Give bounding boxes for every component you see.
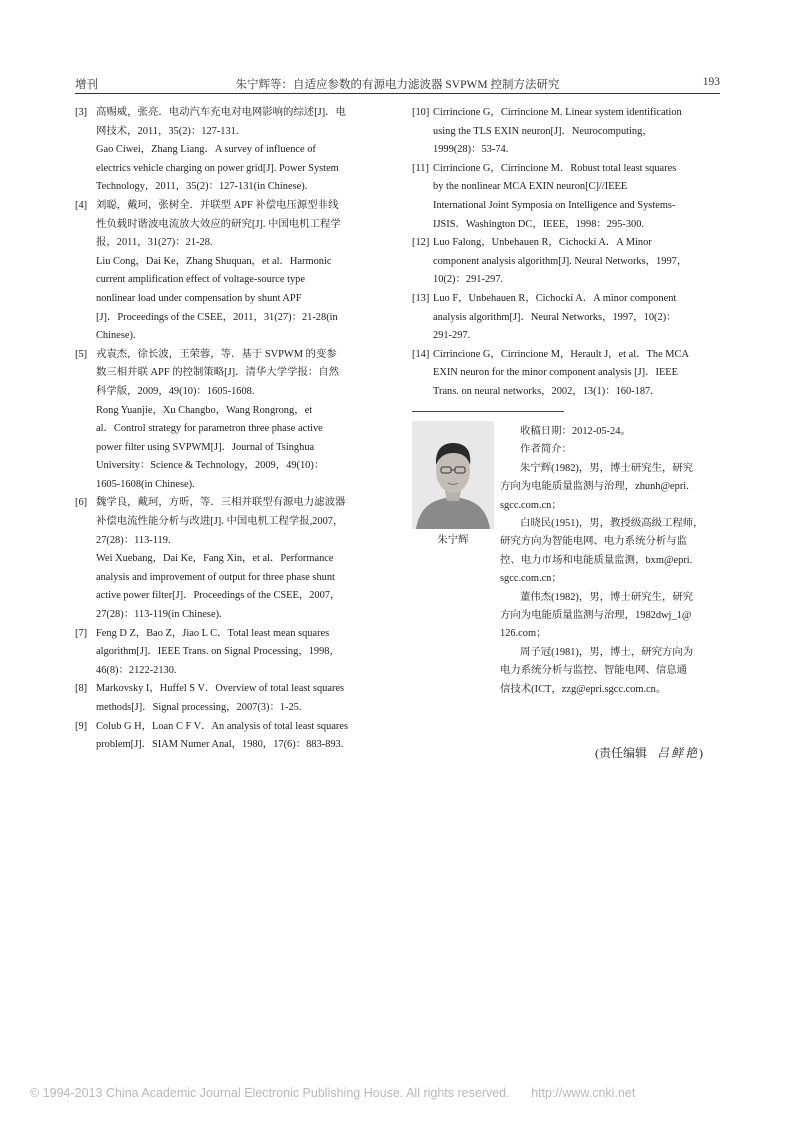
editor-signature: 吕鲜艳 — [657, 746, 700, 760]
editor-label: (责任编辑 — [595, 746, 647, 760]
author1-line3: sgcc.com.cn； — [500, 499, 562, 511]
reference-line: 补偿电流性能分析与改进[J]. 中国电机工程学报,2007， — [96, 516, 344, 528]
photo-caption: 朱宁辉 — [437, 535, 469, 546]
reference-number: [10] — [412, 107, 430, 118]
copyright-footer — [30, 1086, 770, 1100]
author2-line2: 研究方向为智能电网、电力系统分析与监 — [500, 536, 688, 548]
reference-line: 数三相并联 APF 的控制策略[J]．清华大学学报：自然 — [96, 367, 340, 379]
reference-line: 27(28)：113-119. — [96, 534, 171, 546]
reference-line: methods[J]．Signal processing，2007(3)：1-25. — [96, 702, 302, 713]
reference-item — [75, 625, 385, 681]
reference-line: using the TLS EXIN neuron[J]．Neurocomputing， — [433, 125, 653, 137]
author4-line1: 周子冠(1981)，男，博士，研究方向为 — [520, 646, 694, 658]
reference-line: 科学版，2009，49(10)：1605-1608. — [96, 385, 255, 397]
reference-item — [75, 346, 385, 495]
reference-line: by the nonlinear MCA EXIN neuron[C]//IEEE — [433, 181, 628, 193]
header-supplement: 增刊 — [75, 79, 98, 91]
reference-text — [433, 234, 720, 290]
reference-line: Wei Xuebang，Dai Ke，Fang Xin，et al．Performance — [96, 553, 334, 565]
author4-line3: 信技术(ICT，zzg@epri.sgcc.com.cn。 — [500, 683, 667, 695]
reference-line: analysis algorithm[J]．Neural Networks，1997，10(2)： — [433, 311, 677, 323]
reference-text — [96, 346, 385, 495]
received-date: 收稿日期：2012-05-24。 — [520, 426, 631, 437]
reference-line: International Joint Symposia on Intelligence and Systems- — [433, 199, 676, 211]
reference-text — [96, 494, 385, 624]
reference-line: analysis and improvement of output for three phase shunt — [96, 571, 335, 583]
reference-line: 刘聪，戴珂，张树全．并联型 APF 补偿电压源型非线 — [96, 199, 339, 211]
reference-line: Luo F，Unbehauen R，Cichocki A．A minor component — [433, 292, 677, 304]
reference-number: [8] — [75, 683, 88, 695]
reference-line: current amplification effect of voltage-source type — [96, 274, 305, 286]
reference-number: [13] — [412, 292, 430, 304]
reference-line: 魏学良，戴珂，方昕，等．三相并联型有源电力滤波器 — [96, 497, 346, 509]
reference-number: [11] — [412, 162, 429, 174]
reference-line: Technology，2011，35(2)：127-131(in Chinese). — [96, 181, 308, 193]
reference-line: Trans. on neural networks，2002，13(1)：160-187. — [433, 385, 653, 397]
reference-text — [433, 346, 720, 402]
references-left-column — [75, 104, 385, 755]
page-number: 193 — [702, 76, 720, 88]
author-photo — [412, 421, 494, 529]
editor-close: ) — [699, 746, 704, 760]
reference-number: [12] — [412, 237, 430, 249]
reference-text — [96, 680, 385, 717]
reference-text — [96, 104, 385, 197]
author1-line1: 朱宁辉(1982)，男，博士研究生，研究 — [520, 462, 694, 474]
authors-heading: 作者简介： — [520, 444, 572, 456]
reference-line: 1605-1608(in Chinese). — [96, 478, 195, 490]
reference-text — [433, 290, 720, 346]
reference-number: [14] — [412, 348, 430, 360]
reference-line: Cirrincione G，Cirrincione M. Linear system identification — [433, 107, 682, 118]
reference-line: 网技术，2011，35(2)：127-131. — [96, 125, 239, 137]
author2-line1: 白晓民(1951)，男，教授级高级工程师， — [520, 518, 704, 530]
reference-line: Liu Cong，Dai Ke，Zhang Shuquan，et al．Harmonic — [96, 255, 332, 267]
reference-line: active power filter[J]．Proceedings of the CSEE，2007， — [96, 590, 341, 602]
reference-line: 291-297. — [433, 330, 471, 342]
reference-line: 高赐威，张亮．电动汽车充电对电网影响的综述[J]．电 — [96, 107, 346, 118]
reference-item — [412, 160, 720, 234]
reference-line: 10(2)：291-297. — [433, 274, 504, 286]
reference-line: 报，2011，31(27)：21-28. — [96, 237, 213, 249]
references-right-column — [412, 104, 720, 402]
reference-line: Cirrincione G，Cirrincione M，Herault J，et al．The MCA — [433, 348, 689, 360]
reference-line: Markovsky I，Huffel S V．Overview of total least squares — [96, 683, 345, 695]
running-header — [75, 76, 720, 94]
author2-line4: sgcc.com.cn； — [500, 573, 562, 585]
reference-number: [3] — [75, 107, 88, 118]
reference-text — [96, 718, 385, 755]
reference-line: EXIN neuron for the minor component analysis [J]．IEEE — [433, 367, 678, 379]
reference-item — [412, 104, 720, 160]
reference-line: 27(28)：113-119(in Chinese). — [96, 609, 222, 621]
cnki-link[interactable]: http://www.cnki.net — [531, 1086, 636, 1100]
reference-text — [433, 104, 720, 160]
author-portrait-image — [412, 421, 494, 529]
reference-line: nonlinear load under compensation by shunt APF — [96, 292, 302, 304]
reference-item — [75, 197, 385, 346]
reference-line: Feng D Z，Bao Z，Jiao L C．Total least mean squares — [96, 627, 330, 639]
author-bios — [500, 423, 720, 699]
reference-line: 1999(28)：53-74. — [433, 144, 509, 156]
author3-line1: 董伟杰(1982)，男，博士研究生，研究 — [520, 591, 694, 603]
reference-text — [96, 625, 385, 681]
reference-line: 性负载时谐波电流放大效应的研究[J]. 中国电机工程学 — [96, 218, 341, 230]
reference-number: [4] — [75, 199, 88, 211]
reference-line: algorithm[J]．IEEE Trans. on Signal Processing，1998， — [96, 646, 340, 658]
reference-line: IJSIS．Washington DC，IEEE，1998：295-300. — [433, 218, 645, 230]
reference-line: 戎袁杰，徐长波，王荣蓉，等．基于 SVPWM 的变参 — [96, 348, 337, 360]
reference-number: [6] — [75, 497, 88, 509]
reference-line: al．Control strategy for parametron three phase active — [96, 423, 323, 435]
reference-line: component analysis algorithm[J]. Neural Networks，1997， — [433, 255, 688, 267]
reference-item — [75, 104, 385, 197]
reference-line: electrics vehicle charging on power grid[J]. Power System — [96, 162, 339, 174]
reference-item — [412, 346, 720, 402]
author4-line2: 电力系统分析与监控、智能电网、信息通 — [500, 665, 688, 677]
reference-item — [75, 680, 385, 717]
author1-line2: 方向为电能质量监测与治理，zhunh@epri. — [500, 481, 689, 493]
reference-number: [9] — [75, 720, 88, 732]
reference-line: Colub G H，Loan C F V．An analysis of total least squares — [96, 720, 349, 732]
reference-text — [433, 160, 720, 234]
reference-number: [7] — [75, 627, 88, 639]
author-section-rule — [412, 411, 564, 412]
reference-line: [J]．Proceedings of the CSEE，2011，31(27)：21-28(in — [96, 311, 338, 323]
copyright-text: © 1994-2013 China Academic Journal Electronic Publishing House. All rights reserved. — [30, 1086, 510, 1100]
reference-text — [96, 197, 385, 346]
reference-line: power filter using SVPWM[J]．Journal of Tsinghua — [96, 441, 315, 453]
reference-line: 46(8)：2122-2130. — [96, 664, 177, 676]
author3-line2: 方向为电能质量监测与治理，1982dwj_1@ — [500, 610, 692, 622]
reference-line: Luo Falong，Unbehauen R，Cichocki A．A Minor — [433, 237, 652, 249]
reference-item — [75, 494, 385, 624]
responsible-editor — [595, 744, 703, 761]
reference-item — [412, 290, 720, 346]
reference-line: Rong Yuanjie，Xu Changbo，Wang Rongrong，et — [96, 404, 313, 416]
reference-line: University：Science & Technology，2009，49(10)： — [96, 460, 325, 472]
reference-item — [75, 718, 385, 755]
reference-number: [5] — [75, 348, 88, 360]
header-title: 朱宁辉等：自适应参数的有源电力滤波器 SVPWM 控制方法研究 — [235, 79, 560, 91]
header-rule — [75, 93, 720, 94]
reference-line: problem[J]．SIAM Numer Anal，1980，17(6)：883-893. — [96, 739, 344, 751]
author3-line3: 126.com； — [500, 628, 547, 640]
reference-line: Cirrincione G，Cirrincione M．Robust total least squares — [433, 162, 677, 174]
reference-item — [412, 234, 720, 290]
reference-line: Chinese). — [96, 330, 136, 342]
author2-line3: 控、电力市场和电能质量监测，bxm@epri. — [500, 554, 693, 566]
reference-line: Gao Ciwei，Zhang Liang．A survey of influence of — [96, 144, 316, 156]
